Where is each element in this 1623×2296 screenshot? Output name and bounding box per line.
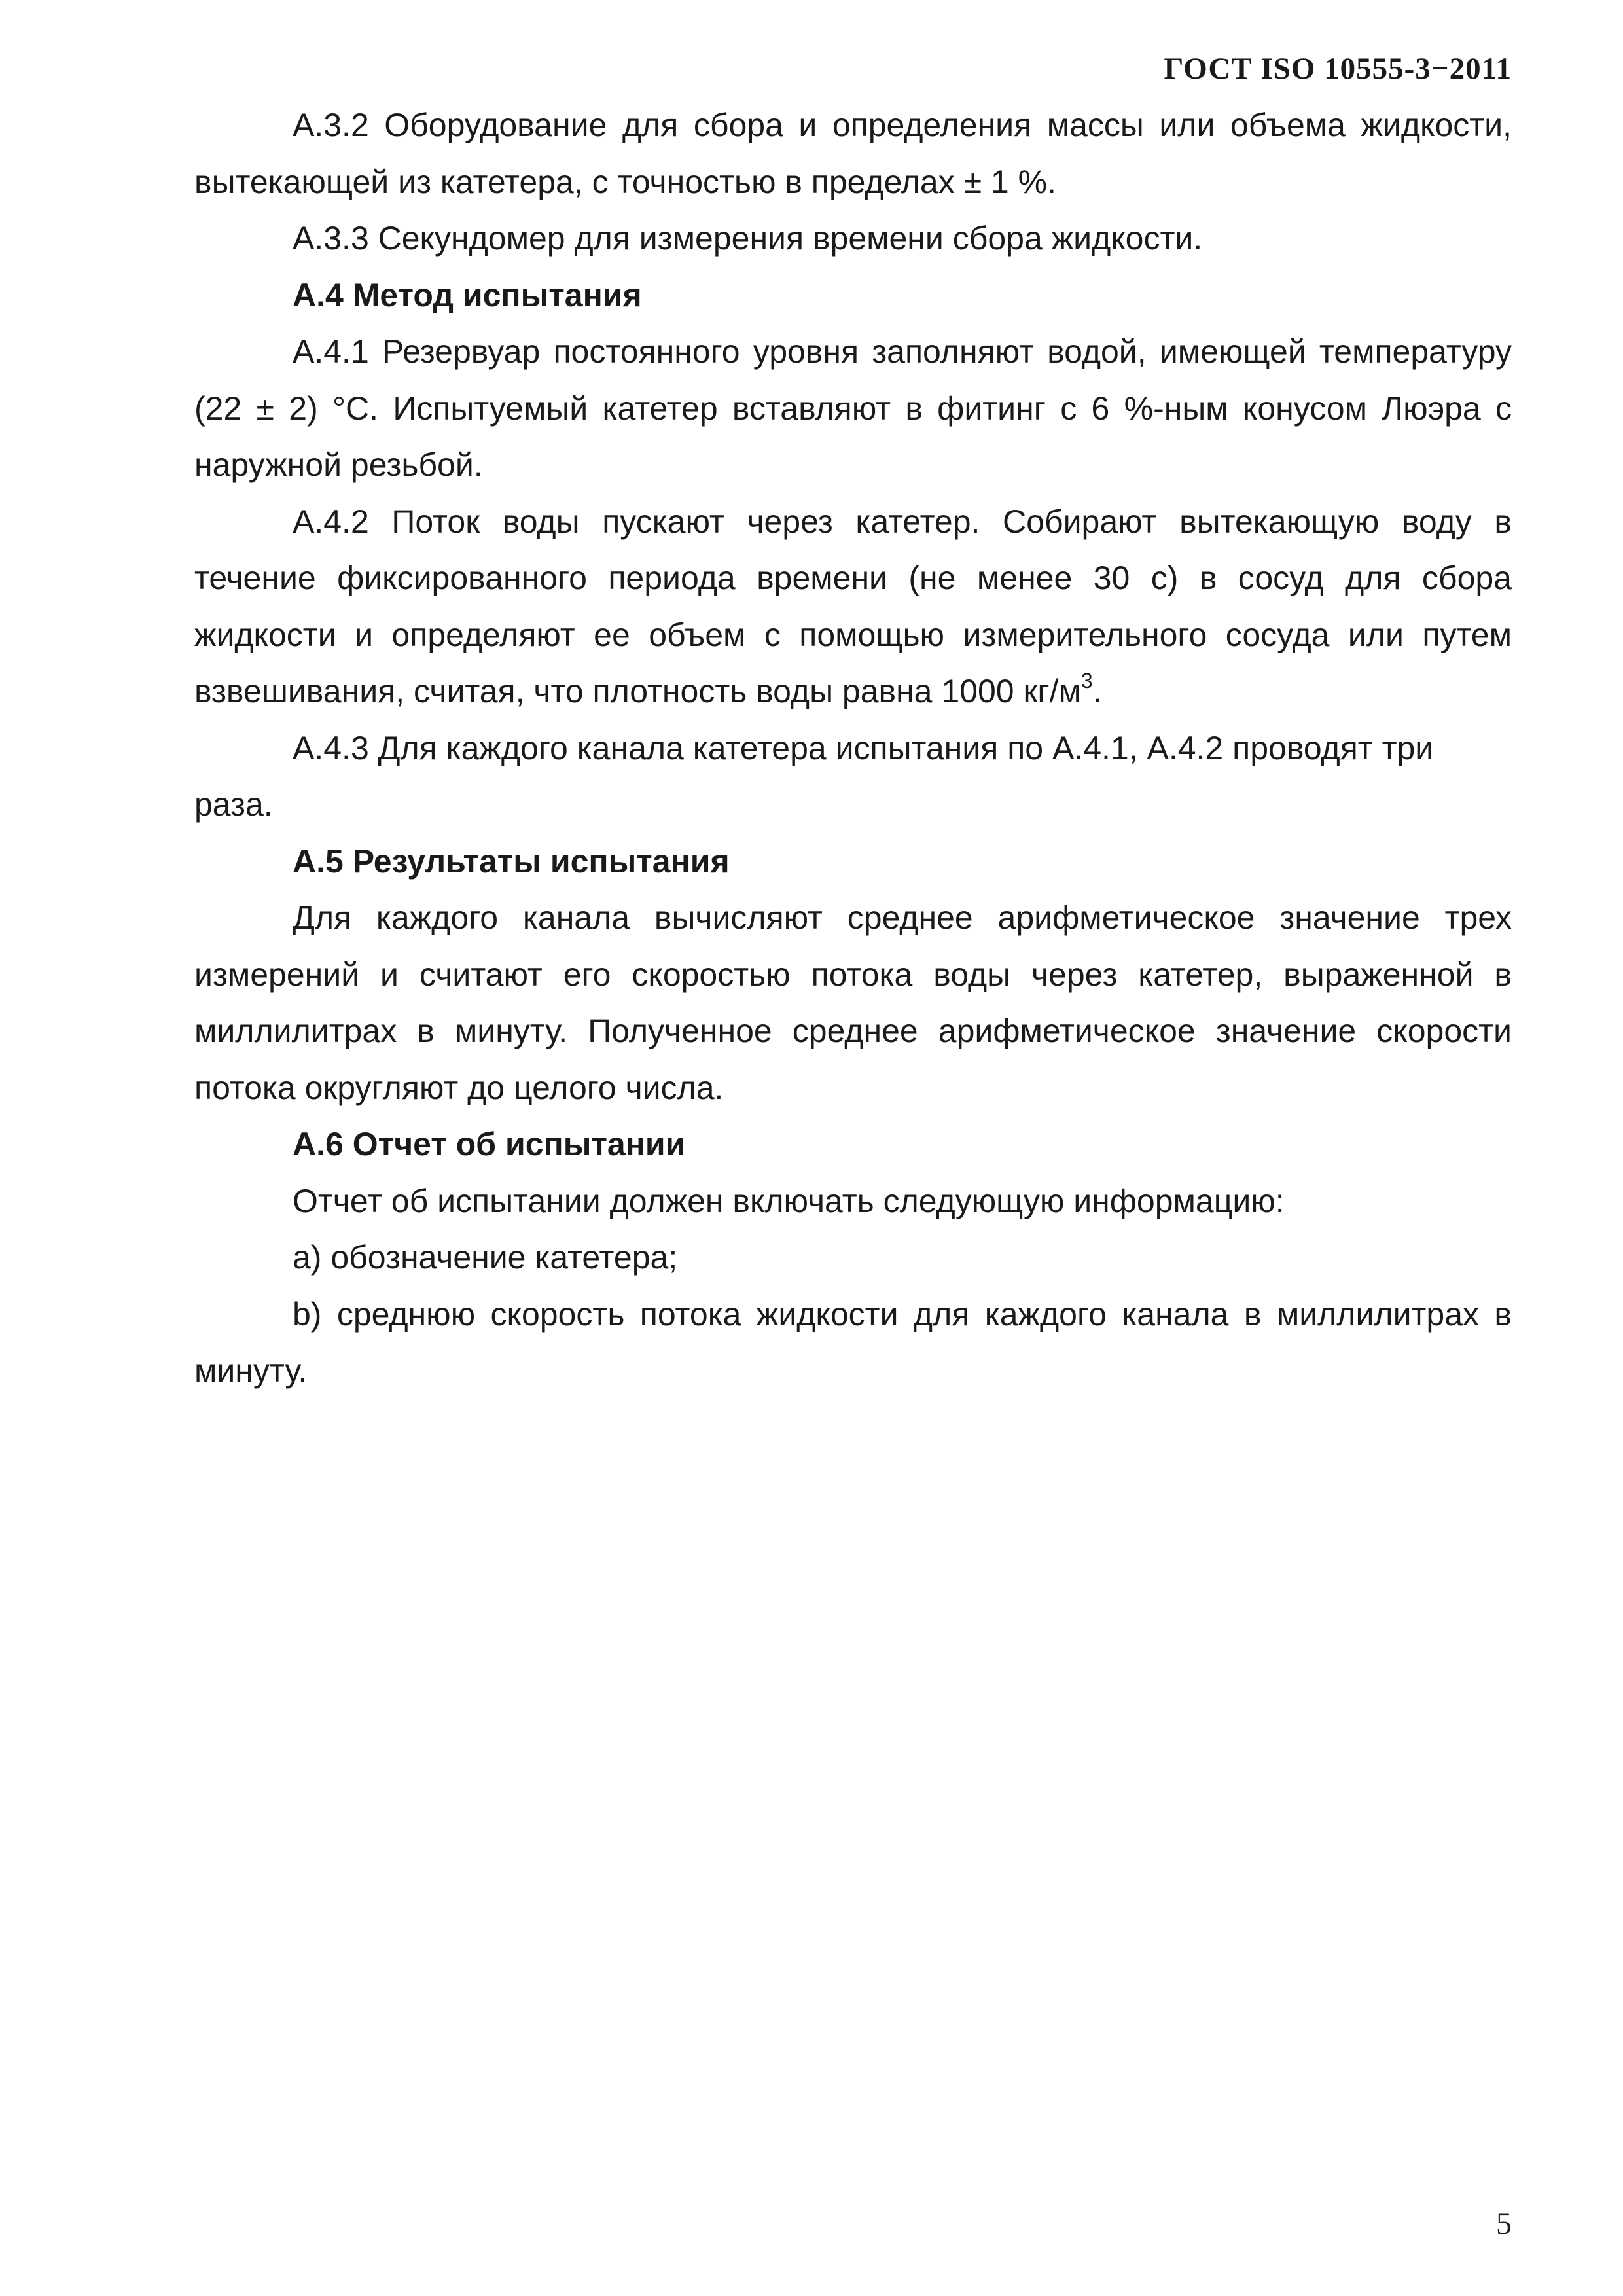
paragraph-a-5: Для каждого канала вычисляют среднее арифметическое значение трех измерений и считают его скоростью потока воды через катетер, выраженной в миллилитрах в минуту. Полученное среднее арифметическое значение скорости потока округляют до целого числа. [194, 899, 1512, 1106]
heading-a-5: А.5 Результаты испытания [293, 842, 730, 880]
paragraph-a-3-3: А.3.3 Секундомер для измерения времени сбора жидкости. [293, 220, 1203, 257]
paragraph-a-4-3: А.4.3 Для каждого канала катетера испытания по А.4.1, А.4.2 проводят три раза. [194, 729, 1434, 823]
paragraph-a-3-2: А.3.2 Оборудование для сбора и определения массы или объема жидкости, вытекающей из катетера, с точностью в пределах ± 1 %. [194, 107, 1512, 200]
document-body [194, 97, 1512, 1399]
paragraph-a-4-2 [194, 493, 1512, 720]
heading-a-4: А.4 Метод испытания [293, 276, 642, 314]
list-item-a: а) обозначение катетера; [293, 1239, 678, 1276]
paragraph-a-4-1: А.4.1 Резервуар постоянного уровня заполняют водой, имеющей температуру (22 ± 2) °С. Испытуемый катетер вставляют в фитинг с 6 %-ным конусом Люэра с наружной резьбой. [194, 333, 1512, 483]
page-number: 5 [1496, 2206, 1512, 2241]
list-item-b: b) среднюю скорость потока жидкости для каждого канала в миллилитрах в минуту. [194, 1295, 1512, 1389]
paragraph-a-4-2-period: . [1092, 673, 1102, 709]
superscript-cubed: 3 [1080, 669, 1093, 692]
paragraph-a-6-intro: Отчет об испытании должен включать следующую информацию: [293, 1182, 1285, 1219]
paragraph-a-4-2-text: А.4.2 Поток воды пускают через катетер. Собирают вытекающую воду в течение фиксированного периода времени (не менее 30 с) в сосуд для сбора жидкости и определяют ее объем с помощью измерительного сосуда или путем взвешивания, считая, что плотность воды равна 1000 кг/м [194, 503, 1512, 709]
heading-a-6: А.6 Отчет об испытании [293, 1126, 686, 1162]
standard-code-header: ГОСТ ISO 10555-3−2011 [1164, 52, 1512, 86]
